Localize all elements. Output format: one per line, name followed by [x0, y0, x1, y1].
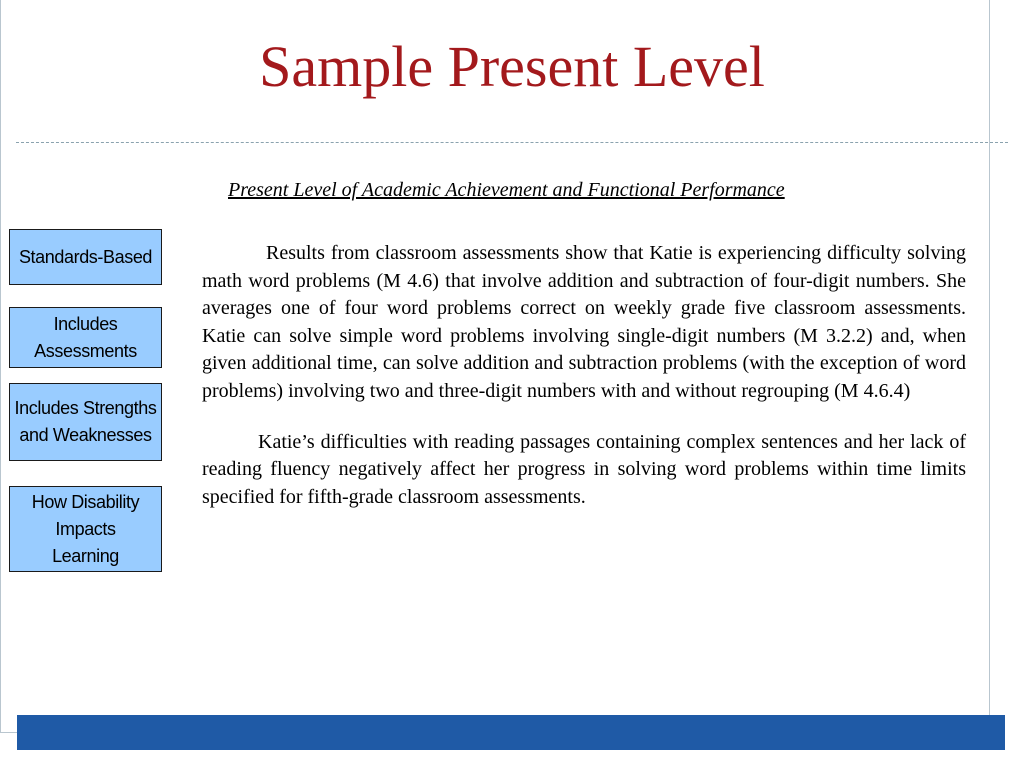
paragraph-2: Katie’s difficulties with reading passages containing complex sentences and her lack of reading fluency negatively affect her progress in solving word problems within time limits specified for fifth-grade classroom assessments. [202, 430, 966, 508]
includes-assessments-box: Includes Assessments [9, 307, 162, 368]
subtitle-text: Present Level of Academic Achievement and Functional Performance [228, 179, 785, 201]
disability-impacts-box: How Disability Impacts Learning [9, 486, 162, 572]
title-divider [16, 142, 1008, 143]
slide-title: Sample Present Level [259, 34, 765, 99]
standards-based-box: Standards-Based [9, 229, 162, 285]
body-text [202, 240, 966, 534]
strengths-weaknesses-box: Includes Strengths and Weaknesses [9, 383, 162, 461]
slide-subtitle [200, 179, 1024, 202]
paragraph-1: Results from classroom assessments show that Katie is experiencing difficulty solving math word problems (M 4.6) that involve addition and subtraction of four-digit numbers. She averages one of four word problems correct on weekly grade five classroom assessments. Katie can solve simple word problems involving single-digit numbers (M 3.2.2) and, when given additional time, can solve addition and subtraction problems (with the exception of word problems) involving two and three-digit numbers with and without regrouping (M 4.6.4) [202, 242, 966, 402]
footer-bar [17, 715, 1005, 750]
